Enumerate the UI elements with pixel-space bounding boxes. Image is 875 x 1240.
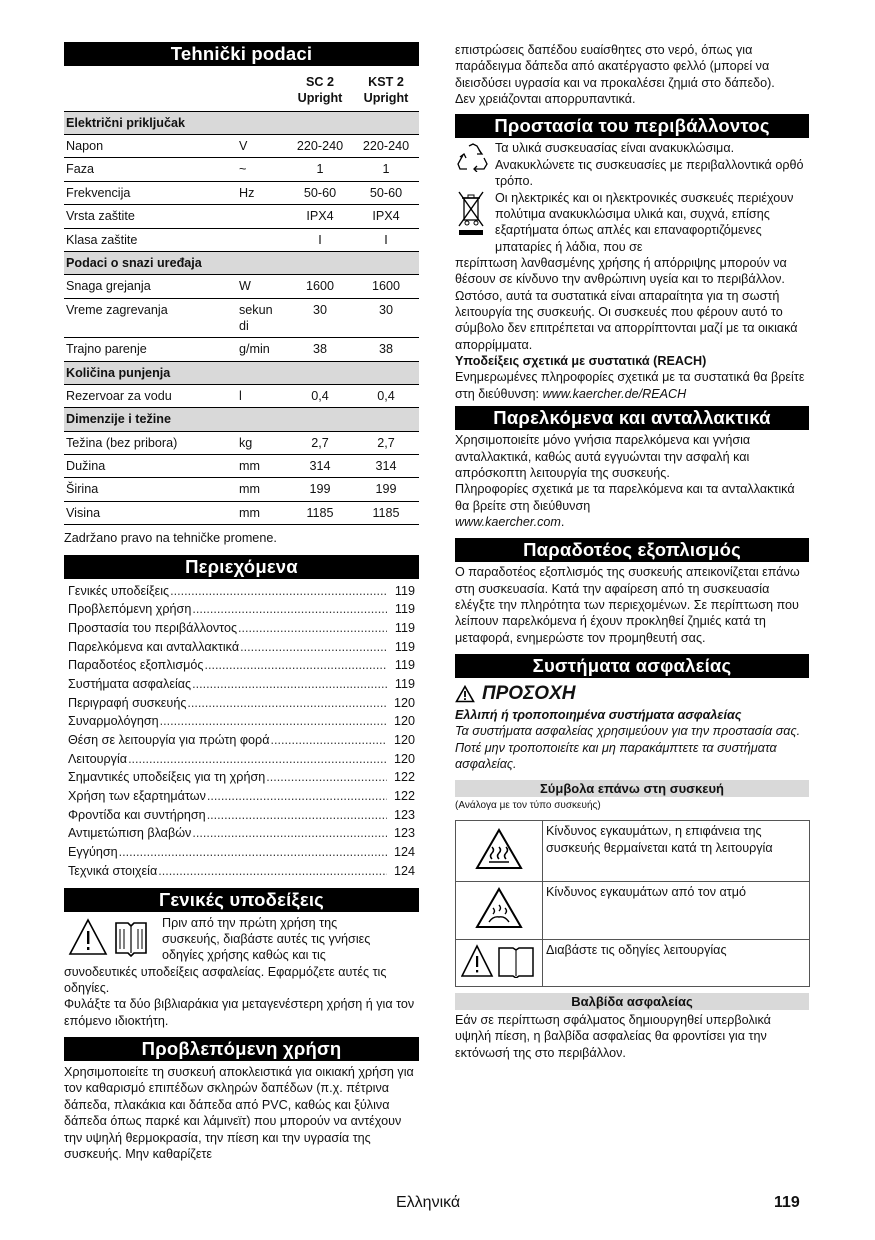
toc-entry-title: Εγγύηση: [68, 845, 118, 860]
tech-label: Vrsta zaštite: [64, 205, 237, 228]
tech-unit: g/min: [237, 338, 287, 361]
reach-title: Υποδείξεις σχετικά με συστατικά (REACH): [455, 354, 707, 369]
tech-value-kst2: 30: [353, 298, 419, 338]
toc-entry-page: 122: [393, 770, 415, 785]
tech-label: Težina (bez pribora): [64, 431, 237, 454]
accessories-url-line: [455, 514, 809, 530]
tech-value-kst2: 314: [353, 455, 419, 478]
tech-row: [64, 135, 419, 158]
toc-entry[interactable]: [68, 807, 415, 826]
toc-entry[interactable]: [68, 695, 415, 714]
general-heading: Γενικές υποδείξεις: [64, 888, 419, 912]
toc-entry-title: Παρελκόμενα και ανταλλακτικά: [68, 639, 240, 654]
tech-group-label: Podaci o snazi uređaja: [64, 251, 419, 274]
table-of-contents: [64, 579, 419, 882]
toc-entry-title: Προβλεπόμενη χρήση: [68, 602, 192, 617]
tech-value-kst2: 1185: [353, 501, 419, 524]
tech-header-row: [64, 66, 419, 111]
tech-row: [64, 501, 419, 524]
caution-subtitle: Ελλιπή ή τροποποιημένα συστήματα ασφαλείας: [455, 707, 742, 722]
toc-leader-dots: [207, 788, 387, 804]
toc-entry-page: 124: [393, 863, 415, 878]
tech-unit: Hz: [237, 181, 287, 204]
tech-label: Rezervoar za vodu: [64, 385, 237, 408]
symbols-note: (Ανάλογα με τον τύπο συσκευής): [455, 800, 601, 812]
reach-text-body: Ενημερωμένες πληροφορίες σχετικά με τα συστατικά θα βρείτε στη διεύθυνση:: [455, 370, 805, 401]
tech-unit: W: [237, 275, 287, 298]
toc-entry[interactable]: [68, 713, 415, 732]
recycle-text: Τα υλικά συσκευασίας είναι ανακυκλώσιμα. Ανακυκλώνετε τις συσκευασίες με περιβαλλοντικά ορθό τρόπο.: [495, 141, 804, 189]
accessories-link[interactable]: www.kaercher.com: [455, 514, 561, 529]
recycle-icon: [457, 142, 489, 172]
tech-row: [64, 275, 419, 298]
tech-group-row: [64, 251, 419, 274]
symbol-icon-cell: [456, 882, 543, 939]
toc-entry-page: 119: [394, 639, 415, 654]
tech-unit: ~: [237, 158, 287, 181]
safety-heading: Συστήματα ασφαλείας: [455, 654, 809, 678]
tech-value-kst2: 50-60: [353, 181, 419, 204]
toc-entry-page: 120: [393, 695, 415, 710]
toc-leader-dots: [240, 639, 387, 655]
tech-group-label: Električni priključak: [64, 111, 419, 134]
toc-leader-dots: [119, 844, 387, 860]
tech-group-row: [64, 111, 419, 134]
toc-leader-dots: [204, 657, 387, 673]
toc-entry[interactable]: [68, 788, 415, 807]
tech-value-sc2: 2,7: [287, 431, 353, 454]
toc-entry[interactable]: [68, 657, 415, 676]
symbol-text: Διαβάστε τις οδηγίες λειτουργίας: [543, 939, 810, 986]
general-section: [64, 915, 419, 1030]
tech-row: [64, 385, 419, 408]
intended-use-continued: επιστρώσεις δαπέδου ευαίσθητες στο νερό, όπως για παράδειγμα δάπεδα από ακατέργαστο φελλό (μπορεί να διεισδύσει υγρασία και να προκαλέσει ζημιά στο δάπεδο).: [455, 43, 775, 90]
toc-entry-page: 119: [394, 620, 415, 635]
symbol-row: [456, 821, 810, 882]
left-column: [64, 42, 419, 1162]
tech-unit: kg: [237, 431, 287, 454]
intended-use-heading: Προβλεπόμενη χρήση: [64, 1037, 419, 1061]
tech-value-kst2: I: [353, 228, 419, 251]
tech-group-label: Količina punjenja: [64, 361, 419, 384]
toc-entry-page: 122: [393, 789, 415, 804]
toc-entry-title: Αντιμετώπιση βλαβών: [68, 826, 192, 841]
toc-entry[interactable]: [68, 601, 415, 620]
toc-leader-dots: [270, 732, 387, 748]
intended-use-text: Χρησιμοποιείτε τη συσκευή αποκλειστικά για οικιακή χρήση για τον καθαρισμό επιπέδων σκληρών δαπέδων (π.χ. πέτρινα δάπεδα, πλακάκια και δάπεδα από PVC, καθώς και ξύλινα δάπεδα όπως παρκέ και λάμινεϊτ) που μπορούν να αντέχουν την υψηλή θερμοκρασία, την πίεση και την υγρασία της συσκευής. Μην καθαρίζετε: [64, 1065, 414, 1161]
environment-section: [455, 140, 809, 402]
toc-leader-dots: [187, 695, 387, 711]
tech-header-empty: [64, 66, 237, 111]
toc-leader-dots: [158, 863, 387, 879]
reach-link[interactable]: www.kaercher.de/REACH: [542, 386, 687, 401]
tech-row: [64, 455, 419, 478]
toc-entry-page: 123: [393, 826, 415, 841]
toc-leader-dots: [192, 825, 387, 841]
toc-entry-title: Τεχνικά στοιχεία: [68, 863, 158, 878]
toc-entry[interactable]: [68, 844, 415, 863]
tech-unit: mm: [237, 455, 287, 478]
tech-label: Dužina: [64, 455, 237, 478]
caution-row: [455, 682, 809, 707]
tech-row: [64, 181, 419, 204]
symbols-table: [455, 820, 810, 987]
toc-entry[interactable]: [68, 620, 415, 639]
weee-bin-icon: [457, 190, 485, 236]
accessories-dot: .: [560, 514, 565, 529]
symbol-icon-cell: [456, 821, 543, 882]
tech-unit: sekun di: [237, 298, 287, 338]
read-manual-icon: [461, 944, 537, 978]
tech-label: Širina: [64, 478, 237, 501]
toc-entry[interactable]: [68, 863, 415, 882]
toc-leader-dots: [128, 751, 387, 767]
toc-entry[interactable]: [68, 676, 415, 695]
scope-text: Ο παραδοτέος εξοπλισμός της συσκευής απεικονίζεται επάνω στη συσκευασία. Κατά την αφαίρεση από τη συσκευασία ελέγξτε την πληρότητα των περιεχομένων. Σε περίπτωση που λείπουν παρελκόμενα ή έχουν προκληθεί ζημιές κατά τη μεταφορά, ενημερώστε τον προμηθευτή σας.: [455, 565, 800, 645]
tech-note: Zadržano pravo na tehničke promene.: [64, 531, 277, 546]
tech-row: [64, 228, 419, 251]
tech-label: Klasa zaštite: [64, 228, 237, 251]
tech-value-sc2: 50-60: [287, 181, 353, 204]
tech-unit: mm: [237, 478, 287, 501]
toc-entry-title: Φροντίδα και συντήρηση: [68, 807, 206, 822]
tech-row: [64, 298, 419, 338]
weee-text-a: Οι ηλεκτρικές και οι ηλεκτρονικές συσκευές περιέχουν πολύτιμα ανακυκλώσιμα υλικά και, συχνά, επίσης εξαρτήματα όπως απλές και επαναφορτιζόμενες μπαταρίες ή λάδια, που σε: [495, 190, 794, 254]
toc-entry[interactable]: [68, 769, 415, 788]
toc-leader-dots: [266, 769, 387, 785]
tech-unit: [237, 205, 287, 228]
caution-warning-icon: [455, 685, 475, 703]
toc-leader-dots: [238, 620, 387, 636]
tech-header-sc2: SC 2 Upright: [287, 66, 353, 111]
tech-unit: [237, 228, 287, 251]
tech-value-sc2: 30: [287, 298, 353, 338]
warning-manual-icon: [68, 917, 160, 957]
symbol-icon-cell: [456, 939, 543, 986]
toc-entry[interactable]: [68, 732, 415, 751]
hot-steam-icon: [475, 886, 523, 930]
safety-p1: Τα συστήματα ασφαλείας χρησιμεύουν για την προστασία σας.: [455, 724, 801, 739]
toc-leader-dots: [192, 676, 387, 692]
toc-entry-page: 120: [393, 733, 415, 748]
toc-entry-page: 120: [393, 714, 415, 729]
tech-header-unit: [237, 66, 287, 111]
toc-entry-title: Προστασία του περιβάλλοντος: [68, 620, 238, 635]
tech-label: Snaga grejanja: [64, 275, 237, 298]
valve-text: Εάν σε περίπτωση σφάλματος δημιουργηθεί υπερβολικά υψηλή πίεση, η βαλβίδα ασφαλείας θα φροντίσει για την εκτόνωσή της στο περιβάλλον.: [455, 1012, 771, 1060]
general-p1b: συσκευής, διαβάστε αυτές τις γνήσιες: [162, 931, 371, 946]
toc-leader-dots: [160, 713, 387, 729]
tech-value-sc2: 38: [287, 338, 353, 361]
toc-entry-page: 124: [393, 845, 415, 860]
toc-entry-title: Χρήση των εξαρτημάτων: [68, 789, 206, 804]
toc-entry[interactable]: [68, 825, 415, 844]
symbol-text: Κίνδυνος εγκαυμάτων από τον ατμό: [543, 882, 810, 939]
toc-entry-title: Γενικές υποδείξεις: [68, 583, 170, 598]
reach-text: [455, 369, 809, 402]
hot-surface-icon: [475, 827, 523, 871]
tech-row: [64, 478, 419, 501]
tech-value-kst2: 199: [353, 478, 419, 501]
general-p1a: Πριν από την πρώτη χρήση της: [162, 915, 338, 930]
toc-leader-dots: [207, 807, 387, 823]
toc-leader-dots: [192, 601, 387, 617]
tech-unit: l: [237, 385, 287, 408]
tech-row: [64, 205, 419, 228]
tech-value-kst2: 0,4: [353, 385, 419, 408]
toc-entry-page: 120: [393, 751, 415, 766]
toc-entry-page: 119: [394, 602, 415, 617]
tech-label: Faza: [64, 158, 237, 181]
toc-entry[interactable]: [68, 639, 415, 658]
tech-value-sc2: 1600: [287, 275, 353, 298]
general-p1c: οδηγίες χρήσης καθώς και τις: [162, 948, 326, 963]
toc-entry[interactable]: [68, 583, 415, 602]
tech-value-sc2: 0,4: [287, 385, 353, 408]
tech-label: Vreme zagrevanja: [64, 298, 237, 338]
tech-value-kst2: 38: [353, 338, 419, 361]
tech-group-row: [64, 361, 419, 384]
tech-value-sc2: 220-240: [287, 135, 353, 158]
valve-heading: Βαλβίδα ασφαλείας: [455, 993, 809, 1010]
tech-unit: mm: [237, 501, 287, 524]
tech-value-sc2: 199: [287, 478, 353, 501]
tech-value-sc2: IPX4: [287, 205, 353, 228]
tech-data-heading: Tehnički podaci: [64, 42, 419, 66]
tech-value-kst2: 1: [353, 158, 419, 181]
toc-entry-page: 119: [394, 676, 415, 691]
accessories-p1: Χρησιμοποιείτε μόνο γνήσια παρελκόμενα και γνήσια ανταλλακτικά, καθώς αυτά εγγυώνται την ασφαλή και απρόσκοπτη λειτουργία της συσκευής.: [455, 433, 751, 480]
safety-p2: Ποτέ μην τροποποιείτε και μη παρακάμπτετε τα συστήματα ασφαλείας.: [455, 740, 777, 771]
tech-value-sc2: 1: [287, 158, 353, 181]
tech-data-table: [64, 66, 419, 525]
toc-entry-title: Θέση σε λειτουργία για πρώτη φορά: [68, 733, 270, 748]
tech-label: Frekvencija: [64, 181, 237, 204]
contents-heading: Περιεχόμενα: [64, 555, 419, 579]
tech-group-row: [64, 408, 419, 431]
tech-value-sc2: I: [287, 228, 353, 251]
general-p2: Φυλάξτε τα δύο βιβλιαράκια για μεταγενέστερη χρήση ή για τον επόμενο ιδιοκτήτη.: [64, 997, 415, 1028]
general-icons: [68, 917, 160, 957]
tech-value-kst2: 2,7: [353, 431, 419, 454]
toc-entry-title: Συναρμολόγηση: [68, 714, 159, 729]
accessories-p2: Πληροφορίες σχετικά με τα παρελκόμενα και τα ανταλλακτικά θα βρείτε στη διεύθυνση: [455, 482, 795, 513]
toc-entry-page: 123: [393, 807, 415, 822]
symbols-heading: Σύμβολα επάνω στη συσκευή: [455, 780, 809, 797]
general-p1d: συνοδευτικές υποδείξεις ασφαλείας. Εφαρμόζετε αυτές τις οδηγίες.: [64, 964, 387, 995]
tech-label: Trajno parenje: [64, 338, 237, 361]
symbol-row: [456, 939, 810, 986]
tech-group-label: Dimenzije i težine: [64, 408, 419, 431]
tech-row: [64, 158, 419, 181]
toc-entry-title: Περιγραφή συσκευής: [68, 695, 187, 710]
tech-unit: V: [237, 135, 287, 158]
toc-entry[interactable]: [68, 751, 415, 770]
footer-language: Ελληνικά: [396, 1194, 461, 1211]
symbol-text: Κίνδυνος εγκαυμάτων, η επιφάνεια της συσκευής θερμαίνεται κατά τη λειτουργία: [543, 821, 810, 882]
toc-entry-page: 119: [394, 658, 415, 673]
toc-entry-page: 119: [394, 583, 415, 598]
environment-heading: Προστασία του περιβάλλοντος: [455, 114, 809, 138]
tech-row: [64, 338, 419, 361]
tech-header-kst2: KST 2 Upright: [353, 66, 419, 111]
right-column: [455, 42, 809, 1061]
scope-heading: Παραδοτέος εξοπλισμός: [455, 538, 809, 562]
tech-label: Visina: [64, 501, 237, 524]
footer-page-number: 119: [774, 1194, 800, 1211]
weee-text-b: περίπτωση λανθασμένης χρήσης ή απόρριψης μπορούν να θέσουν σε κίνδυνο την ανθρώπινη υγεία και το περιβάλλον. Ωστόσο, αυτά τα συστατικά είναι απαραίτητα για τη σωστή λειτουργία της συσκευής. Οι συσκευές που φέρουν αυτό το σύμβολο δεν επιτρέπεται να απορρίπτονται μαζί με τα οικιακά απορρίμματα.: [455, 255, 798, 352]
accessories-heading: Παρελκόμενα και ανταλλακτικά: [455, 406, 809, 430]
tech-label: Napon: [64, 135, 237, 158]
tech-row: [64, 431, 419, 454]
toc-entry-title: Λειτουργία: [68, 751, 128, 766]
toc-entry-title: Σημαντικές υποδείξεις για τη χρήση: [68, 770, 266, 785]
toc-leader-dots: [170, 583, 387, 599]
caution-label: ΠΡΟΣΟΧΗ: [482, 683, 576, 705]
toc-entry-title: Παραδοτέος εξοπλισμός: [68, 658, 204, 673]
tech-value-sc2: 314: [287, 455, 353, 478]
toc-entry-title: Συστήματα ασφαλείας: [68, 676, 192, 691]
no-detergent-text: Δεν χρειάζονται απορρυπαντικά.: [455, 92, 636, 107]
tech-value-kst2: IPX4: [353, 205, 419, 228]
symbol-row: [456, 882, 810, 939]
tech-value-kst2: 220-240: [353, 135, 419, 158]
tech-value-kst2: 1600: [353, 275, 419, 298]
tech-value-sc2: 1185: [287, 501, 353, 524]
